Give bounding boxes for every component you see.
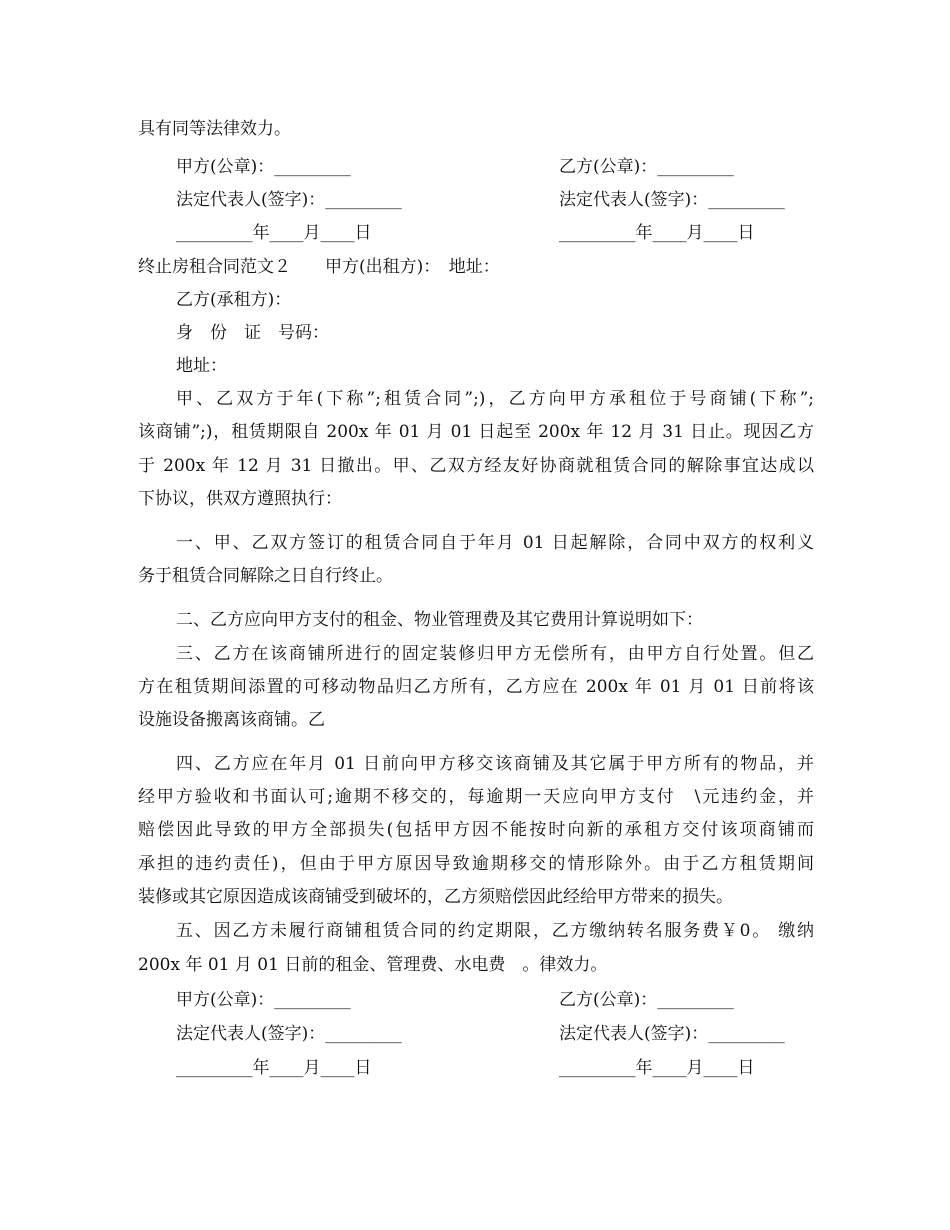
paragraph-1-line: 于 200x 年 12 月 31 日撤出。甲、乙双方经友好协商就租赁合同的解除事宜达成以 — [138, 456, 814, 476]
paragraph-5-line: 承担的违约责任)，但由于甲方原因导致逾期移交的情形除外。由于乙方租赁期间 — [138, 854, 814, 874]
paragraph-4-line: 设施设备搬离该商铺。乙 — [138, 710, 325, 730]
party-a-seal: 甲方(公章)：_________ — [176, 990, 351, 1010]
paragraph-5-line: 赔偿因此导致的甲方全部损失(包括甲方因不能按时向新的承租方交付该项商铺而 — [138, 820, 814, 840]
party-b-label: 乙方(承租方)： — [176, 290, 292, 310]
address-label: 地址： — [176, 356, 227, 376]
party-a-representative: 法定代表人(签字)：_________ — [176, 1024, 402, 1044]
party-a-seal: 甲方(公章)：_________ — [176, 157, 351, 177]
paragraph-1-line: 下协议，供双方遵照执行： — [138, 489, 342, 509]
paragraph-5-line: 四、乙方应在年月 01 日前向甲方移交该商铺及其它属于甲方所有的物品，并 — [176, 754, 814, 774]
party-b-seal: 乙方(公章)：_________ — [559, 990, 734, 1010]
party-b-date: _________年____月____日 — [559, 1058, 755, 1078]
paragraph-2-line: 一、甲、乙双方签订的租赁合同自于年月 01 日起解除，合同中双方的权利义 — [176, 533, 814, 553]
paragraph-2-line: 务于租赁合同解除之日自行终止。 — [138, 566, 393, 586]
signature-row-rep — [176, 189, 814, 211]
opening-line: 具有同等法律效力。 — [138, 119, 291, 139]
paragraph-4-line: 三、乙方在该商铺所进行的固定装修归甲方无偿所有，由甲方自行处置。但乙 — [176, 644, 814, 664]
signature-row-seal — [176, 989, 814, 1011]
party-b-seal: 乙方(公章)：_________ — [559, 157, 734, 177]
paragraph-6-line: 五、因乙方未履行商铺租赁合同的约定期限，乙方缴纳转名服务费￥0。 缴纳 — [176, 921, 814, 941]
paragraph-5-line: 装修或其它原因造成该商铺受到破坏的，乙方须赔偿因此经给甲方带来的损失。 — [138, 887, 733, 907]
party-b-date: _________年____月____日 — [559, 223, 755, 243]
party-a-date: _________年____月____日 — [176, 1058, 372, 1078]
contract-heading: 终止房租合同范文２ 甲方(出租方)： 地址： — [138, 257, 500, 277]
paragraph-6-line: 200x 年 01 月 01 日前的租金、管理费、水电费 。律效力。 — [138, 955, 608, 975]
signature-row-seal — [176, 156, 814, 178]
signature-row-date — [176, 1057, 814, 1079]
id-number-label: 身 份 证 号码： — [176, 323, 329, 343]
paragraph-1-line: 甲、乙双方于年(下称”;租赁合同”;)，乙方向甲方承租位于号商铺(下称”; — [176, 389, 814, 409]
signature-row-date — [176, 222, 814, 244]
paragraph-1-line: 该商铺”;)，租赁期限自 200x 年 01 月 01 日起至 200x 年 12 月 31 日止。现因乙方 — [138, 422, 814, 442]
paragraph-3-line: 二、乙方应向甲方支付的租金、物业管理费及其它费用计算说明如下： — [176, 610, 703, 630]
party-b-representative: 法定代表人(签字)：_________ — [559, 1024, 785, 1044]
party-b-representative: 法定代表人(签字)：_________ — [559, 190, 785, 210]
party-a-date: _________年____月____日 — [176, 223, 372, 243]
paragraph-5-line: 经甲方验收和书面认可;逾期不移交的，每逾期一天应向甲方支付 \元违约金，并 — [138, 787, 814, 807]
party-a-representative: 法定代表人(签字)：_________ — [176, 190, 402, 210]
paragraph-4-line: 方在租赁期间添置的可移动物品归乙方所有，乙方应在 200x 年 01 月 01 日前将该 — [138, 677, 814, 697]
signature-row-rep — [176, 1023, 814, 1045]
